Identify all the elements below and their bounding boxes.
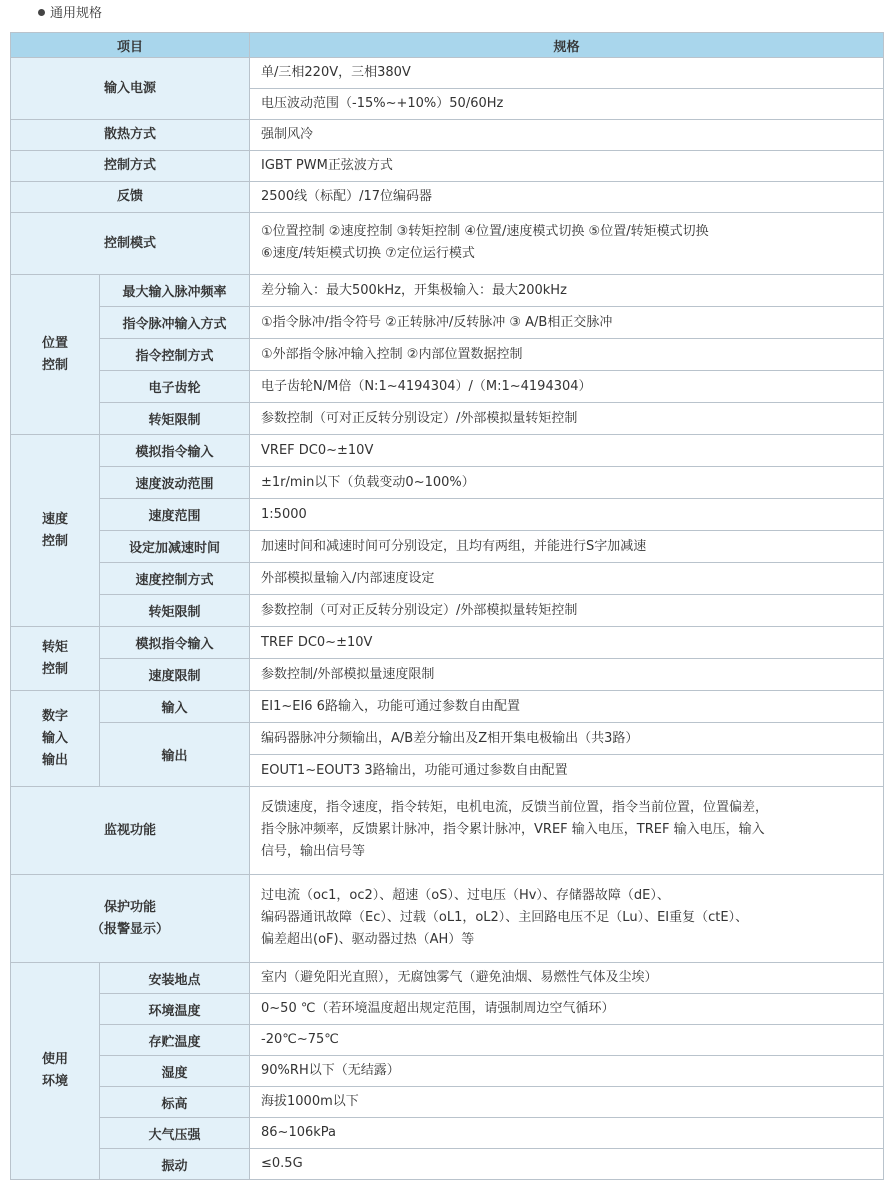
row-value: 参数控制（可对正反转分别设定）/外部模拟量转矩控制: [250, 403, 884, 435]
table-row: [11, 595, 884, 627]
table-row: [11, 875, 884, 963]
group-label-line: 位置: [41, 335, 68, 351]
table-row: [11, 58, 884, 89]
row-value: ≤0.5G: [250, 1149, 884, 1180]
label-line: 保护功能: [104, 899, 157, 915]
sub-label: 大气压强: [100, 1118, 250, 1149]
sub-label: 环境温度: [100, 994, 250, 1025]
group-label-line: 控制: [41, 661, 68, 677]
table-row: [11, 467, 884, 499]
row-label-protection: [11, 875, 250, 963]
table-row: [11, 339, 884, 371]
section-title: [38, 4, 102, 24]
sub-label: 转矩限制: [100, 595, 250, 627]
group-label-line: 输入: [41, 730, 68, 746]
row-value: [250, 213, 884, 275]
table-row: [11, 182, 884, 213]
sub-label: 指令脉冲输入方式: [100, 307, 250, 339]
sub-label: 模拟指令输入: [100, 435, 250, 467]
table-row: [11, 531, 884, 563]
sub-label: 最大输入脉冲频率: [100, 275, 250, 307]
value-line: 反馈速度，指令速度，指令转矩，电机电流，反馈当前位置，指令当前位置，位置偏差，: [261, 800, 769, 815]
row-value: ①外部指令脉冲输入控制 ②内部位置数据控制: [250, 339, 884, 371]
row-label-feedback: 反馈: [11, 182, 250, 213]
sub-label: 输入: [100, 691, 250, 723]
row-value: 差分输入：最大500kHz，开集极输入：最大200kHz: [250, 275, 884, 307]
row-value: IGBT PWM正弦波方式: [250, 151, 884, 182]
sub-label: 速度波动范围: [100, 467, 250, 499]
label-line: （报警显示）: [91, 921, 170, 937]
group-label-line: 环境: [41, 1074, 68, 1089]
row-value: 参数控制/外部模拟量速度限制: [250, 659, 884, 691]
row-value: EOUT1~EOUT3 3路输出，功能可通过参数自由配置: [250, 755, 884, 787]
group-label-position: [11, 275, 100, 435]
sub-label: 湿度: [100, 1056, 250, 1087]
group-label-speed: [11, 435, 100, 627]
sub-label: 安装地点: [100, 963, 250, 994]
sub-label: 振动: [100, 1149, 250, 1180]
value-line: 偏差超出(oF)、驱动器过热（AH）等: [261, 932, 475, 947]
group-label-line: 速度: [41, 511, 68, 527]
row-value: 编码器脉冲分频输出，A/B差分输出及Z相开集电极输出（共3路）: [250, 723, 884, 755]
table-row: [11, 403, 884, 435]
sub-label: 转矩限制: [100, 403, 250, 435]
header-spec: 规格: [250, 33, 884, 58]
row-label-control-mode: 控制模式: [11, 213, 250, 275]
row-label-monitor: 监视功能: [11, 787, 250, 875]
row-value: [250, 875, 884, 963]
row-value: -20℃~75℃: [250, 1025, 884, 1056]
table-row: [11, 151, 884, 182]
row-value: 2500线（标配）/17位编码器: [250, 182, 884, 213]
table-row: [11, 691, 884, 723]
table-row: [11, 563, 884, 595]
sub-label: 速度范围: [100, 499, 250, 531]
row-label-cooling: 散热方式: [11, 120, 250, 151]
table-row: [11, 627, 884, 659]
row-value: 单/三相220V，三相380V: [250, 58, 884, 89]
row-value: 86~106kPa: [250, 1118, 884, 1149]
value-line: 过电流（oc1，oc2）、超速（oS）、过电压（Hv）、存储器故障（dE）、: [261, 888, 670, 903]
row-value: ±1r/min以下（负载变动0~100%）: [250, 467, 884, 499]
sub-label: 模拟指令输入: [100, 627, 250, 659]
group-label-line: 转矩: [41, 639, 68, 655]
value-line: 编码器通讯故障（Ec）、过载（oL1，oL2）、主回路电压不足（Lu）、EI重复（ctE）、: [261, 910, 749, 925]
group-label-line: 输出: [41, 752, 68, 768]
row-value: TREF DC0~±10V: [250, 627, 884, 659]
value-line: ①位置控制 ②速度控制 ③转矩控制 ④位置/速度模式切换 ⑤位置/转矩模式切换: [261, 224, 709, 239]
sub-label: 速度限制: [100, 659, 250, 691]
row-value: 海拔1000m以下: [250, 1087, 884, 1118]
value-line: 指令脉冲频率，反馈累计脉冲，指令累计脉冲，VREF 输入电压，TREF 输入电压，输入: [261, 822, 765, 837]
row-value: 电子齿轮N/M倍（N:1~4194304）/（M:1~4194304）: [250, 371, 884, 403]
sub-label: 存贮温度: [100, 1025, 250, 1056]
table-row: [11, 994, 884, 1025]
row-value: ①指令脉冲/指令符号 ②正转脉冲/反转脉冲 ③ A/B相正交脉冲: [250, 307, 884, 339]
row-value: 加速时间和减速时间可分别设定，且均有两组，并能进行S字加减速: [250, 531, 884, 563]
spec-table: [10, 32, 884, 1180]
group-label-line: 控制: [41, 357, 68, 373]
group-label-digital-io: [11, 691, 100, 787]
table-row: [11, 275, 884, 307]
row-value: 强制风冷: [250, 120, 884, 151]
row-label-power: 输入电源: [11, 58, 250, 120]
sub-label: 电子齿轮: [100, 371, 250, 403]
table-row: [11, 963, 884, 994]
table-row: [11, 435, 884, 467]
table-row: [11, 120, 884, 151]
table-row: [11, 723, 884, 755]
table-row: [11, 1056, 884, 1087]
row-value: [250, 787, 884, 875]
group-label-line: 使用: [41, 1052, 68, 1067]
table-row: [11, 1149, 884, 1180]
section-title-text: 通用规格: [50, 6, 103, 21]
row-value: 电压波动范围（-15%~+10%）50/60Hz: [250, 89, 884, 120]
row-value: 参数控制（可对正反转分别设定）/外部模拟量转矩控制: [250, 595, 884, 627]
row-label-control-method: 控制方式: [11, 151, 250, 182]
table-row: [11, 659, 884, 691]
table-row: [11, 371, 884, 403]
sub-label: 设定加减速时间: [100, 531, 250, 563]
row-value: 外部模拟量输入/内部速度设定: [250, 563, 884, 595]
sub-label: 输出: [100, 723, 250, 787]
sub-label: 指令控制方式: [100, 339, 250, 371]
row-value: 0~50 ℃（若环境温度超出规定范围，请强制周边空气循环）: [250, 994, 884, 1025]
table-header-row: [11, 33, 884, 58]
group-label-line: 控制: [41, 533, 68, 549]
group-label-environment: [11, 963, 100, 1180]
sub-label: 标高: [100, 1087, 250, 1118]
value-line: ⑥速度/转矩模式切换 ⑦定位运行模式: [261, 246, 475, 261]
value-line: 信号，输出信号等: [261, 844, 366, 859]
row-value: 90%RH以下（无结露）: [250, 1056, 884, 1087]
sub-label: 速度控制方式: [100, 563, 250, 595]
table-row: [11, 1025, 884, 1056]
group-label-torque: [11, 627, 100, 691]
row-value: EI1~EI6 6路输入，功能可通过参数自由配置: [250, 691, 884, 723]
row-value: VREF DC0~±10V: [250, 435, 884, 467]
table-row: [11, 307, 884, 339]
row-value: 1:5000: [250, 499, 884, 531]
table-row: [11, 499, 884, 531]
table-row: [11, 787, 884, 875]
table-row: [11, 1118, 884, 1149]
bullet-icon: [38, 9, 45, 16]
header-item: 项目: [11, 33, 250, 58]
table-row: [11, 1087, 884, 1118]
group-label-line: 数字: [41, 708, 68, 724]
table-row: [11, 213, 884, 275]
row-value: 室内（避免阳光直照），无腐蚀雾气（避免油烟、易燃性气体及尘埃）: [250, 963, 884, 994]
